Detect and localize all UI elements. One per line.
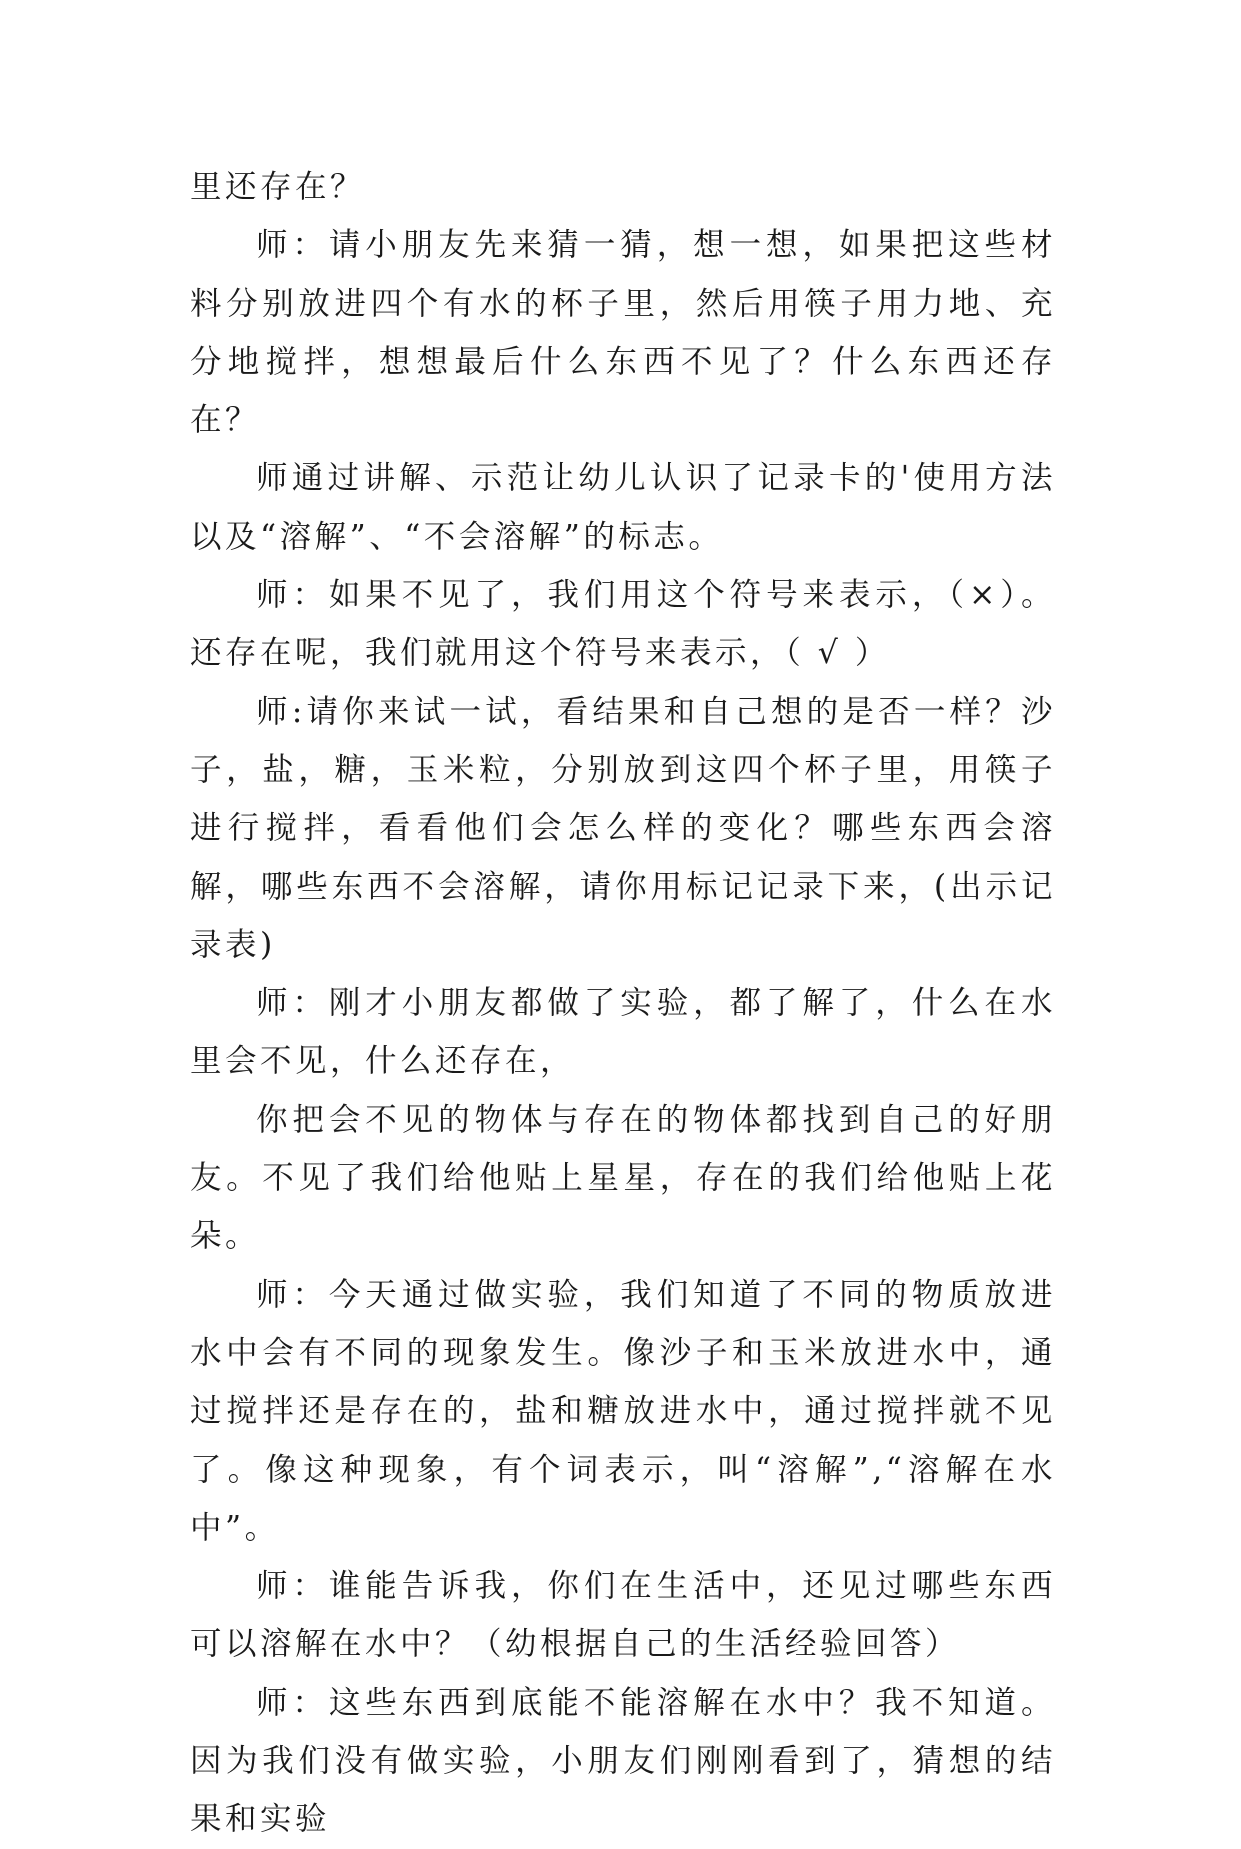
paragraph: 你把会不见的物体与存在的物体都找到自己的好朋友。不见了我们给他贴上星星，存在的我们给他贴上花朵。 — [190, 1101, 1056, 1255]
paragraph: 师：刚才小朋友都做了实验，都了解了，什么在水里会不见，什么还存在， — [190, 985, 1056, 1080]
paragraph: 里还存在？ — [190, 169, 366, 205]
paragraph: 师：今天通过做实验，我们知道了不同的物质放进水中会有不同的现象发生。像沙子和玉米放进水中，通过搅拌还是存在的，盐和糖放进水中，通过搅拌就不见了。像这种现象，有个词表示，叫“溶解”,“溶解在水中”。 — [190, 1276, 1056, 1546]
paragraph: 师通过讲解、示范让幼儿认识了记录卡的'使用方法以及“溶解”、“不会溶解”的标志。 — [190, 460, 1056, 555]
paragraph: 师：谁能告诉我，你们在生活中，还见过哪些东西可以溶解在水中？（幼根据自己的生活经验回答） — [190, 1568, 1056, 1663]
paragraph: 师：请小朋友先来猜一猜，想一想，如果把这些材料分别放进四个有水的杯子里，然后用筷子用力地、充分地搅拌，想想最后什么东西不见了？什么东西还存在？ — [190, 227, 1056, 439]
paragraph: 师：如果不见了，我们用这个符号来表示，（×）。还存在呢，我们就用这个符号来表示，（ √ ） — [190, 577, 1056, 672]
paragraph: 师:请你来试一试，看结果和自己想的是否一样？沙子，盐，糖，玉米粒，分别放到这四个杯子里，用筷子进行搅拌，看看他们会怎么样的变化？哪些东西会溶解，哪些东西不会溶解，请你用标记记录下来，(出示记录表) — [190, 693, 1056, 963]
paragraph: 师：这些东西到底能不能溶解在水中？我不知道。因为我们没有做实验，小朋友们刚刚看到了，猜想的结果和实验 — [190, 1684, 1056, 1838]
document-body — [190, 158, 1056, 1849]
